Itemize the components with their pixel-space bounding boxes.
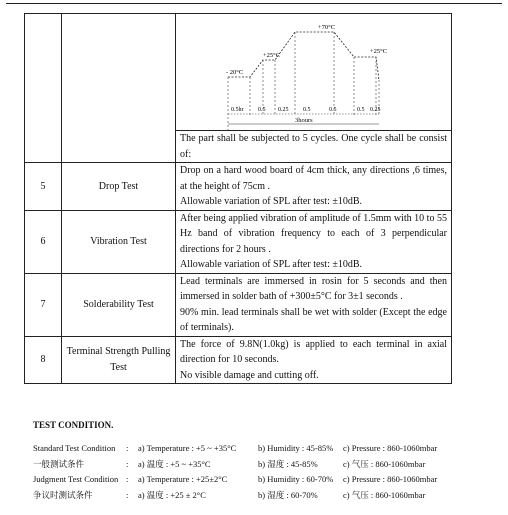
segment-label: 0.5	[258, 107, 266, 113]
condition-humidity: b) Humidity : 60-70%	[258, 474, 334, 485]
condition-label: Standard Test Condition	[33, 442, 116, 453]
condition-pressure: c) 气压 : 860-1060mbar	[343, 458, 426, 469]
condition-humidity: b) Humidity : 45-85%	[258, 442, 334, 453]
temperature-cycle-cell	[176, 14, 452, 131]
item-number-cell	[25, 14, 62, 163]
condition-humidity: b) 湿度 : 60-70%	[258, 489, 318, 500]
condition-temperature: a) 温度 : +5 ~ +35°C	[138, 458, 211, 469]
condition-colon: :	[126, 458, 129, 469]
condition-row	[33, 471, 443, 487]
segment-label: 0.25	[370, 107, 381, 113]
description-line: Drop on a hard wood board of 4cm thick, any directions ,6 times, at the height of 75cm .	[180, 165, 447, 192]
description-line: After being applied vibration of amplitude of 1.5mm with 10 to 55 Hz band of vibration frequency to each of 3 perpendicular directions for 2 hours .	[180, 212, 447, 255]
segment-label: 0.5	[329, 107, 337, 113]
description-line: 90% min. lead terminals shall be wet with solder (Except the edge of terminals).	[180, 306, 447, 333]
test-name-cell: Drop Test	[62, 163, 176, 211]
condition-humidity: b) 湿度 : 45-85%	[258, 458, 318, 469]
test-description-cell	[176, 336, 452, 384]
condition-temperature: a) Temperature : +5 ~ +35°C	[138, 442, 237, 453]
test-condition-title: TEST CONDITION.	[33, 420, 114, 430]
time-guides	[228, 32, 379, 130]
item-number-cell: 6	[25, 210, 62, 273]
label-high-temp: +70°C	[318, 24, 336, 31]
test-name-cell: Vibration Test	[62, 210, 176, 273]
item-number-cell: 7	[25, 273, 62, 336]
table-row	[25, 210, 452, 273]
condition-colon: :	[126, 489, 129, 500]
item-number-cell: 8	[25, 336, 62, 384]
table-row	[25, 336, 452, 384]
condition-colon: :	[126, 474, 129, 485]
condition-pressure: c) Pressure : 860-1060mbar	[343, 474, 438, 485]
temperature-profile-line	[228, 32, 379, 80]
table-row	[25, 14, 452, 131]
description-line: Allowable variation of SPL after test: ±10dB.	[180, 259, 363, 270]
test-name-cell: Solderability Test	[62, 273, 176, 336]
test-description-cell	[176, 131, 452, 163]
test-description-cell	[176, 273, 452, 336]
item-number-cell: 5	[25, 163, 62, 211]
test-table	[24, 13, 452, 384]
label-low-temp: - 20°C	[226, 69, 244, 76]
condition-pressure: c) Pressure : 860-1060mbar	[343, 442, 438, 453]
condition-row	[33, 487, 443, 503]
description-line: Lead terminals are immersed in rosin for 5 seconds and then immersed in solder bath of +300±5°C for 3±1 seconds .	[180, 275, 447, 302]
temperature-cycle-diagram	[223, 20, 403, 130]
table-row	[25, 163, 452, 211]
segment-label: 0.5	[303, 107, 311, 113]
table-row	[25, 273, 452, 336]
condition-temperature: a) Temperature : +25±2°C	[138, 474, 228, 485]
segment-label: 0.25	[278, 107, 289, 113]
condition-label: 一般测试条件	[33, 458, 85, 469]
condition-row	[33, 456, 443, 472]
condition-pressure: c) 气压 : 860-1060mbar	[343, 489, 426, 500]
condition-colon: :	[126, 442, 129, 453]
segment-label: 0.5hr	[231, 107, 244, 113]
description-line: The part shall be subjected to 5 cycles. One cycle shall be consist of:	[180, 133, 447, 160]
test-name-cell: Terminal Strength Pulling Test	[62, 336, 176, 384]
segment-label: 0.5	[357, 107, 365, 113]
top-rule	[6, 3, 502, 4]
condition-label: Judgment Test Condition	[33, 474, 119, 485]
test-description-cell	[176, 210, 452, 273]
condition-temperature: a) 温度 : +25 ± 2°C	[138, 489, 206, 500]
description-line: No visible damage and cutting off.	[180, 369, 319, 381]
condition-row	[33, 440, 443, 456]
label-mid-right-temp: +25°C	[370, 48, 388, 55]
test-name-cell	[62, 14, 176, 163]
condition-label: 争议时测试条件	[33, 489, 93, 500]
test-description-cell	[176, 163, 452, 211]
label-mid-left-temp: +25°C	[263, 52, 281, 59]
test-condition-section	[33, 420, 443, 503]
total-duration-label: 3hours	[295, 117, 313, 124]
description-line: Allowable variation of SPL after test: ±10dB.	[180, 196, 363, 207]
description-line: The force of 9.8N(1.0kg) is applied to each terminal in axial direction for 10 seconds.	[180, 338, 447, 365]
